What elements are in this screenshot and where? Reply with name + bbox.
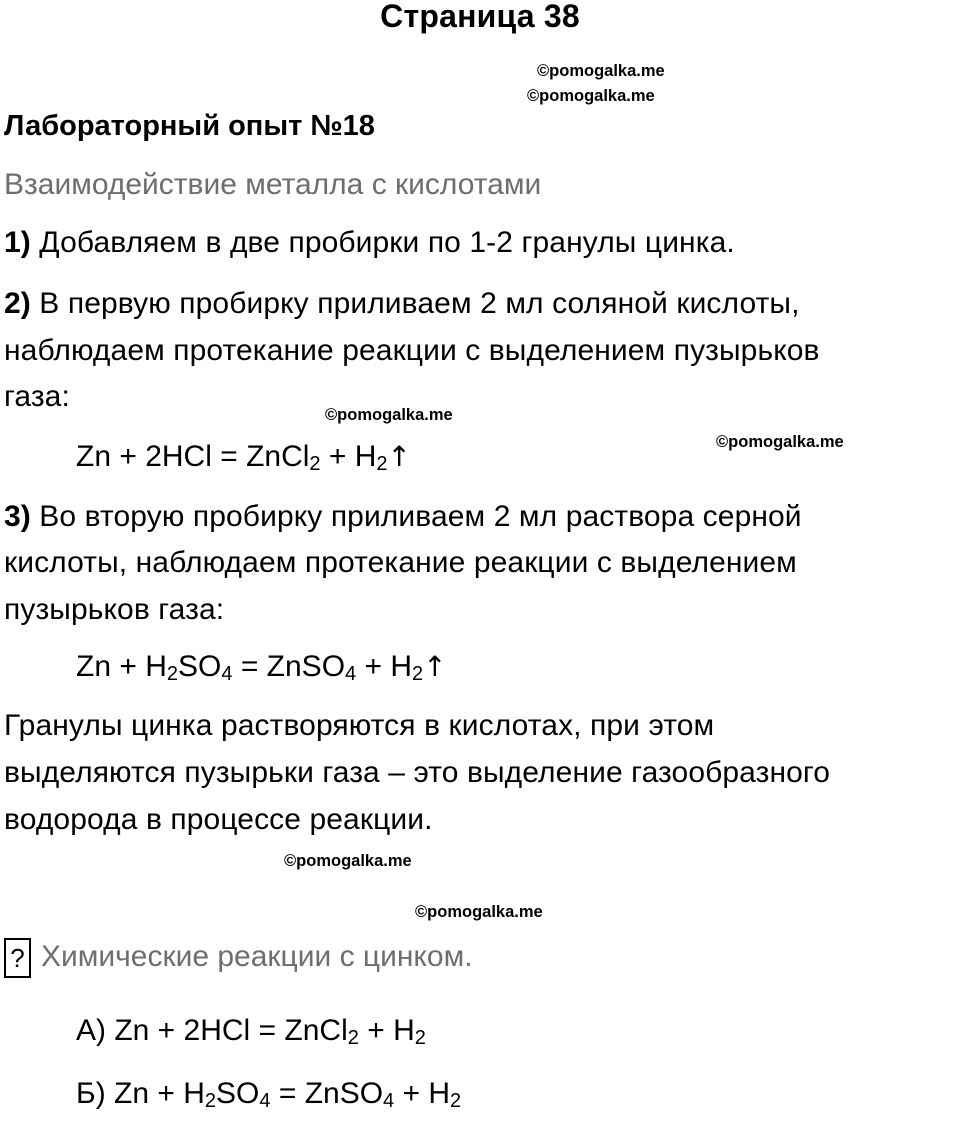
step-number: 3) xyxy=(4,500,31,533)
watermark: ©pomogalka.me xyxy=(537,62,665,80)
step-3-line-3: пузырьков газа: xyxy=(4,593,225,626)
step-2-line-1 xyxy=(4,287,800,321)
conclusion-line-2: выделяются пузырьки газа – это выделение газообразного xyxy=(4,756,831,789)
step-2-line-2: наблюдаем протекание реакции с выделением пузырьков xyxy=(4,334,820,367)
watermark: ©pomogalka.me xyxy=(284,852,412,870)
step-text: Во вторую пробирку приливаем 2 мл раствора серной xyxy=(30,500,802,533)
equation-zn-hcl: Zn + 2HCl = ZnCl$_2$ + $H_2↑$ xyxy=(76,440,411,475)
watermark: ©pomogalka.me xyxy=(325,406,453,424)
step-2-line-3: газа: xyxy=(4,380,70,413)
step-number: 2) xyxy=(4,287,31,320)
page-title: Страница 38 xyxy=(380,0,580,34)
step-number: 1) xyxy=(4,226,31,259)
step-3-line-2: кислоты, наблюдаем протекание реакции с выделением xyxy=(4,546,797,579)
lab-heading: Лабораторный опыт №18 xyxy=(4,110,375,142)
step-text: Добавляем в две пробирки по 1-2 гранулы цинка. xyxy=(30,226,735,259)
watermark: ©pomogalka.me xyxy=(415,903,543,921)
up-arrow-icon: ↑ xyxy=(423,650,447,683)
answer-a: А) Zn + 2HCl = ZnCl$_2$ + $H_2$ xyxy=(76,1014,426,1049)
step-3-line-1 xyxy=(4,500,802,534)
answer-b: Б) $Zn + H_2SO_4$ = ZnSO$_4$ + $H_2$ xyxy=(76,1077,462,1112)
step-1 xyxy=(4,226,735,260)
up-arrow-icon: ↑ xyxy=(387,440,411,473)
watermark: ©pomogalka.me xyxy=(716,433,844,451)
question-text: Химические реакции с цинком. xyxy=(41,940,473,973)
watermark: ©pomogalka.me xyxy=(527,87,655,105)
step-text: В первую пробирку приливаем 2 мл соляной кислоты, xyxy=(30,287,800,320)
equation-zn-h2so4: $Zn + H_2SO_4$ = ZnSO$_4$ + $H_2↑$ xyxy=(76,650,447,685)
conclusion-line-1: Гранулы цинка растворяются в кислотах, при этом xyxy=(4,709,715,742)
question-mark-icon: ? xyxy=(4,938,31,978)
lab-topic: Взаимодействие металла с кислотами xyxy=(4,168,542,201)
conclusion-line-3: водорода в процессе реакции. xyxy=(4,803,433,836)
